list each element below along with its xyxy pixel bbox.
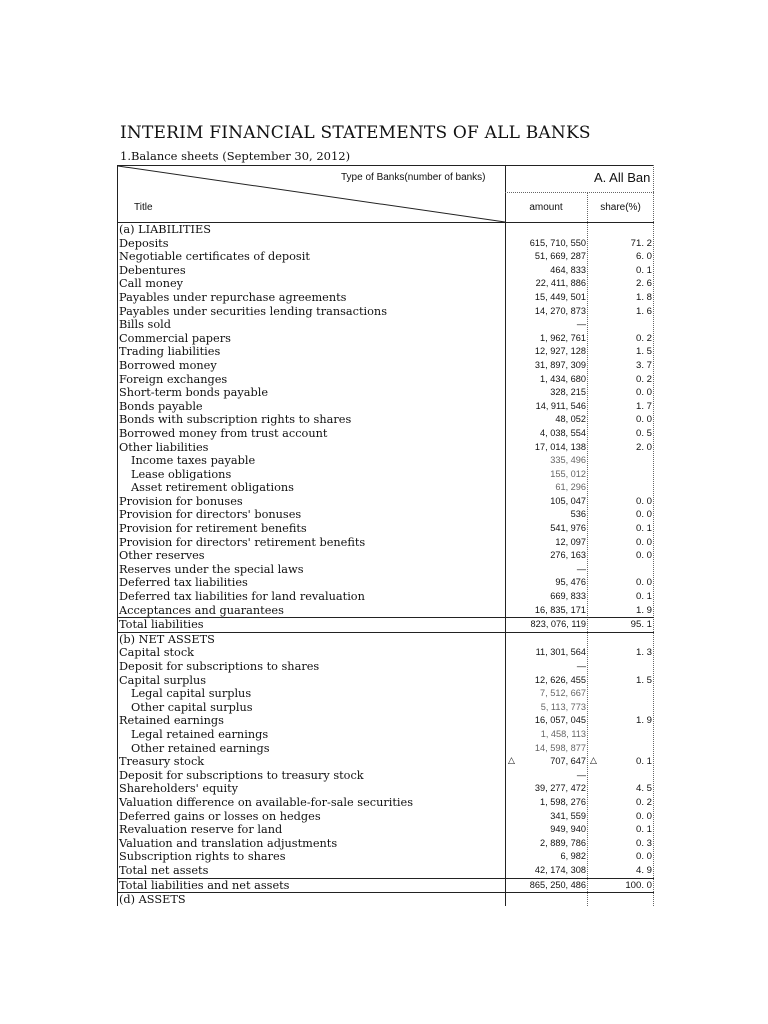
table-row — [117, 305, 654, 319]
row-share: 0. 1 — [635, 591, 652, 603]
row-label: Bonds with subscription rights to shares — [119, 413, 352, 427]
row-share: 0. 2 — [635, 332, 652, 344]
row-amount: 31, 897, 309 — [534, 359, 586, 370]
row-share: 0. 1 — [635, 756, 652, 768]
row-label: Deposits — [119, 236, 169, 250]
table-row — [117, 714, 654, 728]
row-label: Foreign exchanges — [119, 372, 228, 386]
row-share: 1. 9 — [635, 604, 652, 616]
row-label: Provision for retirement benefits — [119, 522, 307, 536]
row-label: Other retained earnings — [131, 741, 270, 755]
row-label: Deferred tax liabilities — [119, 576, 248, 590]
row-amount: 2, 889, 786 — [540, 837, 586, 848]
row-share: 0. 1 — [635, 824, 652, 836]
row-amount: 61, 296 — [555, 482, 586, 493]
table-row — [117, 413, 654, 427]
row-share: 0. 0 — [635, 577, 652, 589]
row-amount: 16, 835, 171 — [534, 604, 586, 615]
row-amount: 11, 301, 564 — [535, 647, 586, 658]
row-label: Valuation and translation adjustments — [119, 836, 338, 850]
row-amount: 464, 833 — [550, 264, 586, 275]
row-label: Other reserves — [119, 549, 205, 563]
table-row — [117, 742, 654, 756]
row-share: 0. 0 — [635, 414, 652, 426]
row-share: 95. 1 — [630, 619, 652, 631]
table-row — [117, 810, 654, 824]
table-row — [117, 291, 654, 305]
row-amount: 155, 012 — [550, 468, 586, 479]
row-label: Acceptances and guarantees — [119, 603, 284, 617]
row-amount: 536 — [570, 509, 586, 520]
row-amount: 16, 057, 045 — [534, 715, 586, 726]
row-label: Shareholders' equity — [119, 782, 239, 796]
document-subtitle: 1.Balance sheets (September 30, 2012) — [120, 149, 351, 163]
row-label: (d) ASSETS — [119, 893, 186, 907]
row-label: (a) LIABILITIES — [119, 223, 211, 236]
row-amount: 42, 174, 308 — [534, 864, 586, 875]
table-row — [117, 495, 654, 509]
row-amount: 707, 647 — [550, 756, 586, 767]
table-row — [117, 250, 654, 264]
row-share: 3. 7 — [635, 359, 652, 371]
row-share: 0. 5 — [635, 427, 652, 439]
table-row — [117, 796, 654, 810]
row-share: 0. 3 — [635, 837, 652, 849]
table-row — [117, 864, 654, 878]
row-share: 1. 9 — [635, 715, 652, 727]
row-share: 4. 5 — [635, 783, 652, 795]
table-row — [117, 468, 654, 482]
table-row — [117, 441, 654, 455]
row-amount: 865, 250, 486 — [529, 879, 586, 890]
row-amount: 48, 052 — [555, 414, 586, 425]
row-label: Call money — [119, 277, 184, 291]
row-share: 1. 3 — [635, 647, 652, 659]
row-amount: 105, 047 — [550, 495, 586, 506]
row-label: Legal retained earnings — [131, 727, 269, 741]
table-row — [117, 892, 654, 907]
row-label: Total net assets — [119, 863, 209, 877]
negative-triangle-icon: △ — [590, 756, 597, 767]
row-label: Other liabilities — [119, 440, 209, 454]
row-label: Legal capital surplus — [131, 687, 252, 701]
row-share: 1. 5 — [635, 674, 652, 686]
row-label: Borrowed money — [119, 358, 217, 372]
row-share: 0. 1 — [635, 523, 652, 535]
row-label: Debentures — [119, 263, 186, 277]
row-share: 4. 9 — [635, 864, 652, 876]
table-row — [117, 386, 654, 400]
share-column-header: share(%) — [600, 202, 641, 213]
row-label: Reserves under the special laws — [119, 562, 304, 576]
row-label: Lease obligations — [131, 467, 232, 481]
table-row — [117, 508, 654, 522]
document-title: INTERIM FINANCIAL STATEMENTS OF ALL BANKS — [120, 123, 591, 143]
row-share: 0. 0 — [635, 536, 652, 548]
bank-header-divider — [505, 192, 654, 193]
table-row — [117, 617, 654, 632]
row-amount: 669, 833 — [550, 591, 586, 602]
row-amount: 341, 559 — [550, 810, 586, 821]
row-amount: 51, 669, 287 — [534, 251, 586, 262]
table-row — [117, 850, 654, 864]
row-amount: 949, 940 — [550, 824, 586, 835]
row-share: 0. 2 — [635, 373, 652, 385]
row-label: (b) NET ASSETS — [119, 632, 215, 646]
row-label: Provision for directors' bonuses — [119, 508, 302, 522]
row-amount: 1, 962, 761 — [540, 332, 586, 343]
row-amount: 6, 982 — [560, 851, 586, 862]
row-share: 0. 0 — [635, 495, 652, 507]
row-amount: 541, 976 — [550, 523, 586, 534]
table-row — [117, 400, 654, 414]
row-share: 0. 0 — [635, 810, 652, 822]
table-row — [117, 549, 654, 563]
row-label: Bills sold — [119, 318, 171, 332]
table-row — [117, 878, 654, 893]
row-label: Total liabilities — [119, 618, 204, 632]
table-row — [117, 755, 654, 769]
row-label: Retained earnings — [119, 714, 224, 728]
row-share: 100. 0 — [625, 879, 652, 891]
row-amount: 1, 458, 113 — [540, 728, 586, 739]
table-row — [117, 660, 654, 674]
row-label: Total liabilities and net assets — [119, 878, 290, 892]
table-row — [117, 536, 654, 550]
row-amount: 14, 911, 546 — [535, 400, 586, 411]
row-label: Negotiable certificates of deposit — [119, 250, 310, 264]
row-amount: 7, 512, 667 — [540, 688, 586, 699]
row-amount: — — [576, 769, 586, 780]
table-row — [117, 782, 654, 796]
row-amount: 276, 163 — [550, 550, 586, 561]
row-share: 2. 0 — [635, 441, 652, 453]
table-row — [117, 769, 654, 783]
row-label: Borrowed money from trust account — [119, 426, 328, 440]
row-amount: — — [576, 563, 586, 574]
table-row — [117, 646, 654, 660]
row-label: Deferred gains or losses on hedges — [119, 809, 321, 823]
row-label: Asset retirement obligations — [131, 481, 294, 495]
table-row — [117, 590, 654, 604]
negative-triangle-icon: △ — [508, 756, 515, 767]
table-row — [117, 277, 654, 291]
row-amount: 39, 277, 472 — [534, 783, 586, 794]
bank-group-header: A. All Ban — [594, 170, 651, 185]
row-label: Deposit for subscriptions to shares — [119, 660, 320, 673]
row-amount: 12, 927, 128 — [534, 346, 586, 357]
row-label: Commercial papers — [119, 331, 231, 345]
row-label: Treasury stock — [119, 755, 205, 769]
table-row — [117, 373, 654, 387]
row-share: 1. 6 — [635, 305, 652, 317]
bank-type-header: Type of Banks(number of banks) — [341, 172, 486, 183]
table-row — [117, 345, 654, 359]
row-amount: 95, 476 — [555, 577, 586, 588]
row-label: Deposit for subscriptions to treasury stock — [119, 768, 364, 782]
row-share: 0. 0 — [635, 387, 652, 399]
table-row — [117, 427, 654, 441]
row-amount: 12, 097 — [555, 536, 586, 547]
table-row — [117, 576, 654, 590]
row-amount: 22, 411, 886 — [535, 278, 586, 289]
row-share: 1. 5 — [635, 346, 652, 358]
table-row — [117, 823, 654, 837]
table-row — [117, 563, 654, 577]
table-row — [117, 264, 654, 278]
row-amount: 615, 710, 550 — [529, 237, 586, 248]
row-share: 6. 0 — [635, 251, 652, 263]
row-share: 0. 0 — [635, 550, 652, 562]
row-amount: 4, 038, 554 — [540, 427, 586, 438]
row-share: 0. 2 — [635, 796, 652, 808]
row-share: 2. 6 — [635, 278, 652, 290]
row-amount: 14, 270, 873 — [534, 305, 586, 316]
row-share: 1. 8 — [635, 291, 652, 303]
table-row — [117, 728, 654, 742]
table-row — [117, 701, 654, 715]
title-column-header: Title — [134, 202, 153, 213]
row-amount: 823, 076, 119 — [530, 619, 586, 630]
row-share: 0. 0 — [635, 509, 652, 521]
table-body — [117, 223, 654, 907]
row-amount: 12, 626, 455 — [534, 674, 586, 685]
table-row — [117, 237, 654, 251]
row-amount: 5, 113, 773 — [540, 701, 586, 712]
table-row — [117, 522, 654, 536]
row-label: Provision for bonuses — [119, 494, 243, 508]
row-label: Deferred tax liabilities for land revaluation — [119, 590, 365, 604]
table-row — [117, 674, 654, 688]
row-label: Capital surplus — [119, 673, 207, 687]
table-row — [117, 837, 654, 851]
row-label: Income taxes payable — [131, 454, 256, 468]
row-amount: 1, 598, 276 — [540, 796, 586, 807]
row-amount: — — [576, 661, 586, 671]
table-row — [117, 454, 654, 468]
table-row — [117, 332, 654, 346]
table-row — [117, 359, 654, 373]
row-share: 0. 0 — [635, 851, 652, 863]
table-row — [117, 318, 654, 332]
row-label: Valuation difference on available-for-sale securities — [119, 795, 414, 809]
row-label: Trading liabilities — [119, 345, 221, 359]
row-amount: 1, 434, 680 — [540, 373, 586, 384]
row-label: Capital stock — [119, 646, 195, 660]
row-share: 71. 2 — [630, 237, 652, 249]
table-row — [117, 223, 654, 237]
row-amount: — — [576, 319, 586, 330]
row-label: Revaluation reserve for land — [119, 823, 283, 837]
row-amount: 15, 449, 501 — [534, 291, 586, 302]
row-amount: 17, 014, 138 — [534, 441, 586, 452]
row-label: Subscription rights to shares — [119, 850, 286, 864]
row-label: Provision for directors' retirement benefits — [119, 535, 366, 549]
table-row — [117, 632, 654, 647]
row-label: Payables under securities lending transactions — [119, 304, 388, 318]
row-label: Bonds payable — [119, 399, 203, 413]
row-label: Payables under repurchase agreements — [119, 290, 347, 304]
amount-column-header: amount — [529, 202, 563, 213]
table-row — [117, 481, 654, 495]
table-row — [117, 687, 654, 701]
row-share: 0. 1 — [635, 264, 652, 276]
table-row — [117, 604, 654, 618]
row-amount: 335, 496 — [550, 455, 586, 466]
row-label: Short-term bonds payable — [119, 386, 269, 400]
row-share: 1. 7 — [635, 400, 652, 412]
row-amount: 14, 598, 877 — [534, 742, 586, 753]
row-amount: 328, 215 — [550, 387, 586, 398]
row-label: Other capital surplus — [131, 700, 253, 714]
balance-sheet-table — [117, 165, 654, 906]
